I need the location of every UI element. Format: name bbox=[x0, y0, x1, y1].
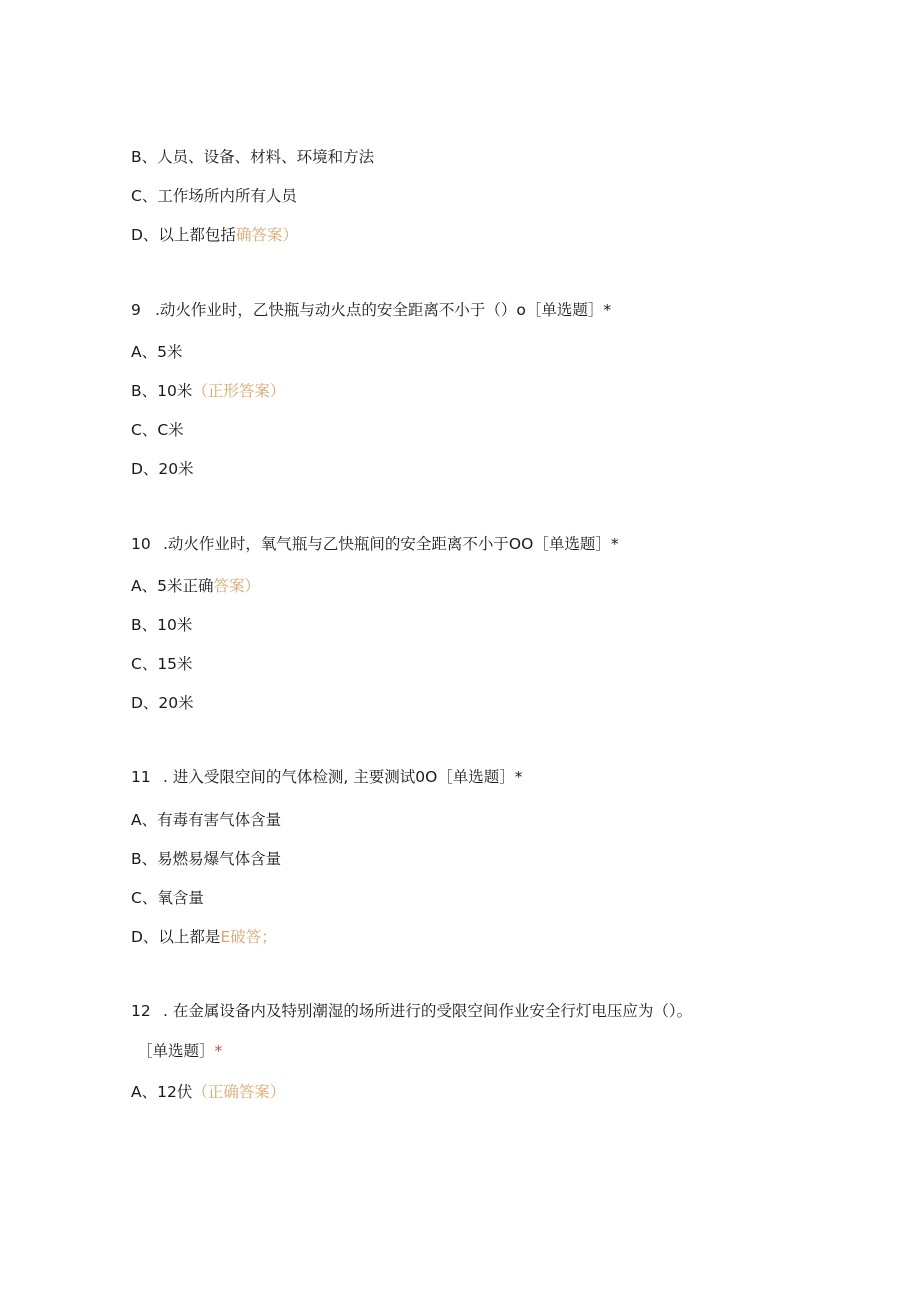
option-text: B、10米 bbox=[131, 382, 193, 400]
option-text: A、5米 bbox=[131, 343, 183, 361]
q10-option-b[interactable] bbox=[131, 615, 192, 635]
q9-title bbox=[131, 300, 611, 320]
q8-option-c[interactable] bbox=[131, 186, 297, 206]
q9-option-b[interactable] bbox=[131, 381, 285, 401]
option-text: D、以上都包括 bbox=[131, 226, 236, 244]
correct-answer-mark: 答案） bbox=[213, 577, 260, 595]
q11-option-c[interactable] bbox=[131, 888, 204, 908]
option-text: C、工作场所内所有人员 bbox=[131, 187, 297, 205]
option-text: A、有毒有害气体含量 bbox=[131, 811, 282, 829]
required-star: * bbox=[214, 1042, 223, 1060]
q11-title bbox=[131, 767, 523, 787]
option-text: A、5米正确 bbox=[131, 577, 214, 595]
option-text: A、12伏 bbox=[131, 1083, 193, 1101]
correct-answer-mark: 确答案） bbox=[235, 226, 298, 244]
q11-option-d[interactable] bbox=[131, 927, 277, 947]
q12-type bbox=[137, 1041, 222, 1061]
option-text: B、人员、设备、材料、环境和方法 bbox=[131, 148, 375, 166]
q10-title bbox=[131, 534, 619, 554]
option-text: B、易燃易爆气体含量 bbox=[131, 850, 282, 868]
question-type-label: ［单选题］ bbox=[137, 1042, 215, 1060]
question-text: .动火作业时，乙快瓶与动火点的安全距离不小于（）o［单选题］* bbox=[155, 301, 612, 319]
q8-option-b[interactable] bbox=[131, 147, 374, 167]
correct-answer-mark: （正形答案） bbox=[192, 382, 286, 400]
option-text: D、以上都是 bbox=[131, 928, 221, 946]
question-text: . 进入受限空间的气体检测, 主要测试0O［单选题］* bbox=[163, 768, 523, 786]
q11-option-a[interactable] bbox=[131, 810, 281, 830]
option-text: C、氧含量 bbox=[131, 889, 204, 907]
q9-option-a[interactable] bbox=[131, 342, 182, 362]
q9-option-d[interactable] bbox=[131, 459, 194, 479]
option-text: D、20米 bbox=[131, 460, 194, 478]
question-number: 10 bbox=[131, 535, 151, 553]
q11-option-b[interactable] bbox=[131, 849, 281, 869]
question-number: 9 bbox=[131, 301, 141, 319]
option-text: B、10米 bbox=[131, 616, 193, 634]
question-text: . 在金属设备内及特别潮湿的场所进行的受限空间作业安全行灯电压应为（）。 bbox=[163, 1002, 693, 1020]
option-text: C、C米 bbox=[131, 421, 184, 439]
correct-answer-mark: （正确答案） bbox=[192, 1083, 286, 1101]
question-number: 11 bbox=[131, 768, 151, 786]
question-number: 12 bbox=[131, 1002, 151, 1020]
q9-option-c[interactable] bbox=[131, 420, 184, 440]
q12-title bbox=[131, 1001, 692, 1021]
option-text: D、20米 bbox=[131, 694, 194, 712]
option-text: C、15米 bbox=[131, 655, 193, 673]
correct-answer-mark: E破答； bbox=[220, 928, 277, 946]
question-text: .动火作业时，氧气瓶与乙快瓶间的安全距离不小于OO［单选题］* bbox=[163, 535, 619, 553]
q8-option-d[interactable] bbox=[131, 225, 298, 245]
q10-option-a[interactable] bbox=[131, 576, 260, 596]
q10-option-d[interactable] bbox=[131, 693, 194, 713]
q12-option-a[interactable] bbox=[131, 1082, 285, 1102]
q10-option-c[interactable] bbox=[131, 654, 193, 674]
